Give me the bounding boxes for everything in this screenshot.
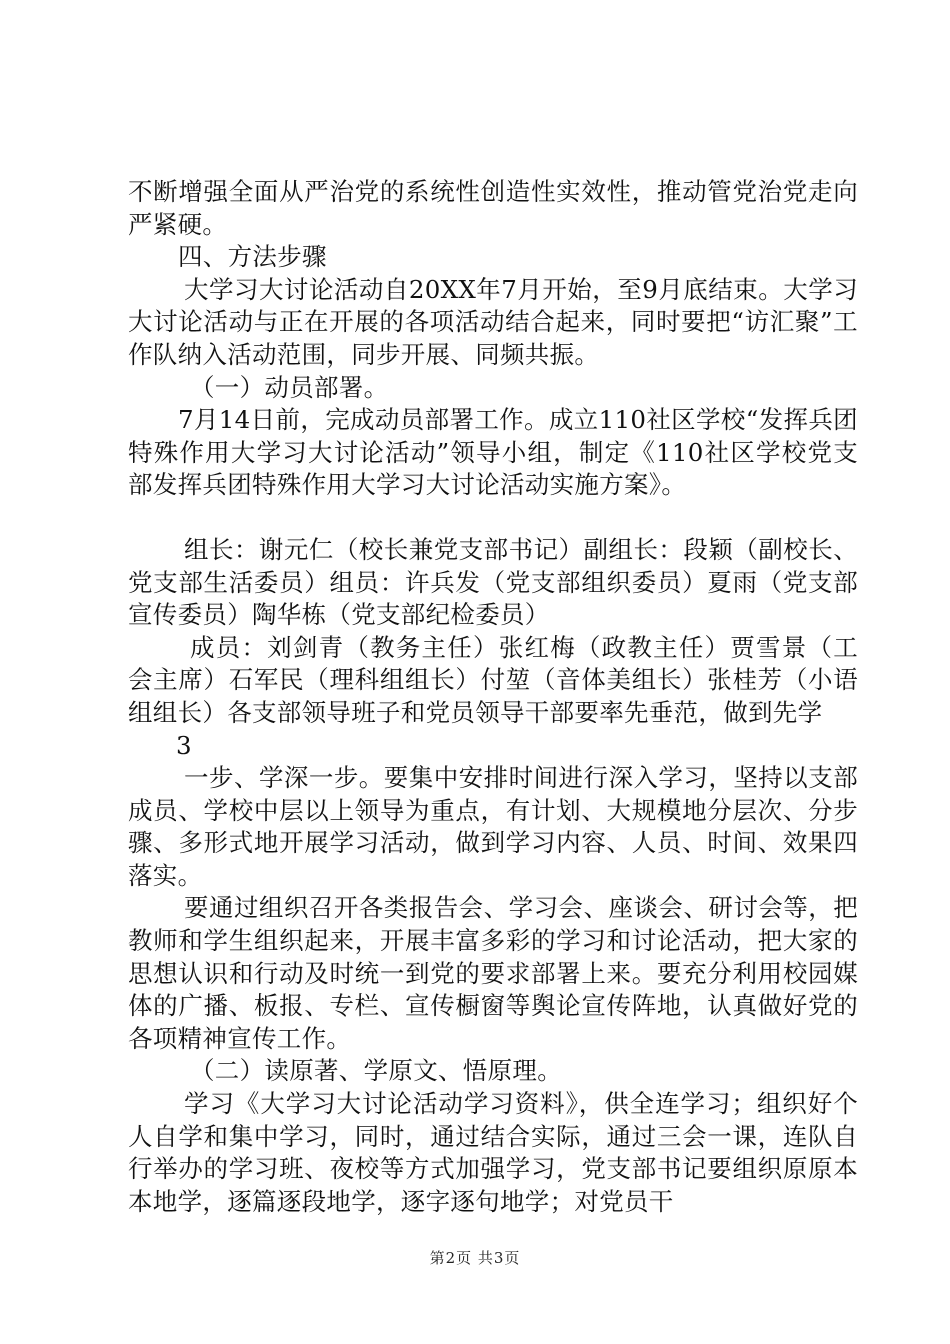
- paragraph-mobilization: 7月14日前，完成动员部署工作。成立110社区学校“发挥兵团特殊作用大学习大讨论活动”领导小组，制定《110社区学校党支部发挥兵团特殊作用大学习大讨论活动实施方案》。: [128, 405, 858, 500]
- paragraph-continuation: 不断增强全面从严治党的系统性创造性实效性，推动管党治党走向严紧硬。: [128, 177, 858, 239]
- document-body: [128, 176, 858, 1218]
- paragraph-leaders: 组长：谢元仁（校长兼党支部书记）副组长：段颖（副校长、党支部生活委员）组员：许兵发（党支部组织委员）夏雨（党支部宣传委员）陶华栋（党支部纪检委员）: [128, 534, 858, 630]
- paragraph-study-materials: 学习《大学习大讨论活动学习资料》，供全连学习；组织好个人自学和集中学习，同时，通过结合实际，通过三会一课，连队自行举办的学习班、夜校等方式加强学习，党支部书记要组织原原本本地学，逐篇逐段地学，逐字逐句地学；对党员干: [128, 1089, 858, 1216]
- page-footer: 第2页 共3页: [429, 1249, 521, 1267]
- subheading-mobilization: （一）动员部署。: [190, 372, 389, 402]
- subheading-reading: （二）读原著、学原文、悟原理。: [190, 1056, 562, 1086]
- paragraph-meetings: 要通过组织召开各类报告会、学习会、座谈会、研讨会等，把教师和学生组织起来，开展丰富多彩的学习和讨论活动，把大家的思想认识和行动及时统一到党的要求部署上来。要充分利用校园媒体的广播、板报、专栏、宣传橱窗等舆论宣传阵地，认真做好党的各项精神宣传工作。: [128, 893, 858, 1053]
- paragraph-members: 成员：刘剑青（教务主任）张红梅（政教主任）贾雪景（工会主席）石军民（理科组组长）付堃（音体美组长）张桂芳（小语组组长）各支部领导班子和党员领导干部要率先垂范，做到先学: [128, 632, 858, 727]
- page-number-marker: 3: [176, 730, 192, 760]
- paragraph-timeline: 大学习大讨论活动自20XX年7月开始，至9月底结束。大学习大讨论活动与正在开展的各项活动结合起来，同时要把“访汇聚”工作队纳入活动范围，同步开展、同频共振。: [128, 274, 858, 369]
- paragraph-gap: [128, 502, 858, 534]
- section-heading-methods: 四、方法步骤: [178, 242, 327, 272]
- paragraph-study-plan: 一步、学深一步。要集中安排时间进行深入学习，坚持以支部成员、学校中层以上领导为重点，有计划、大规模地分层次、分步骤、多形式地开展学习活动，做到学习内容、人员、时间、效果四落实。: [128, 763, 858, 890]
